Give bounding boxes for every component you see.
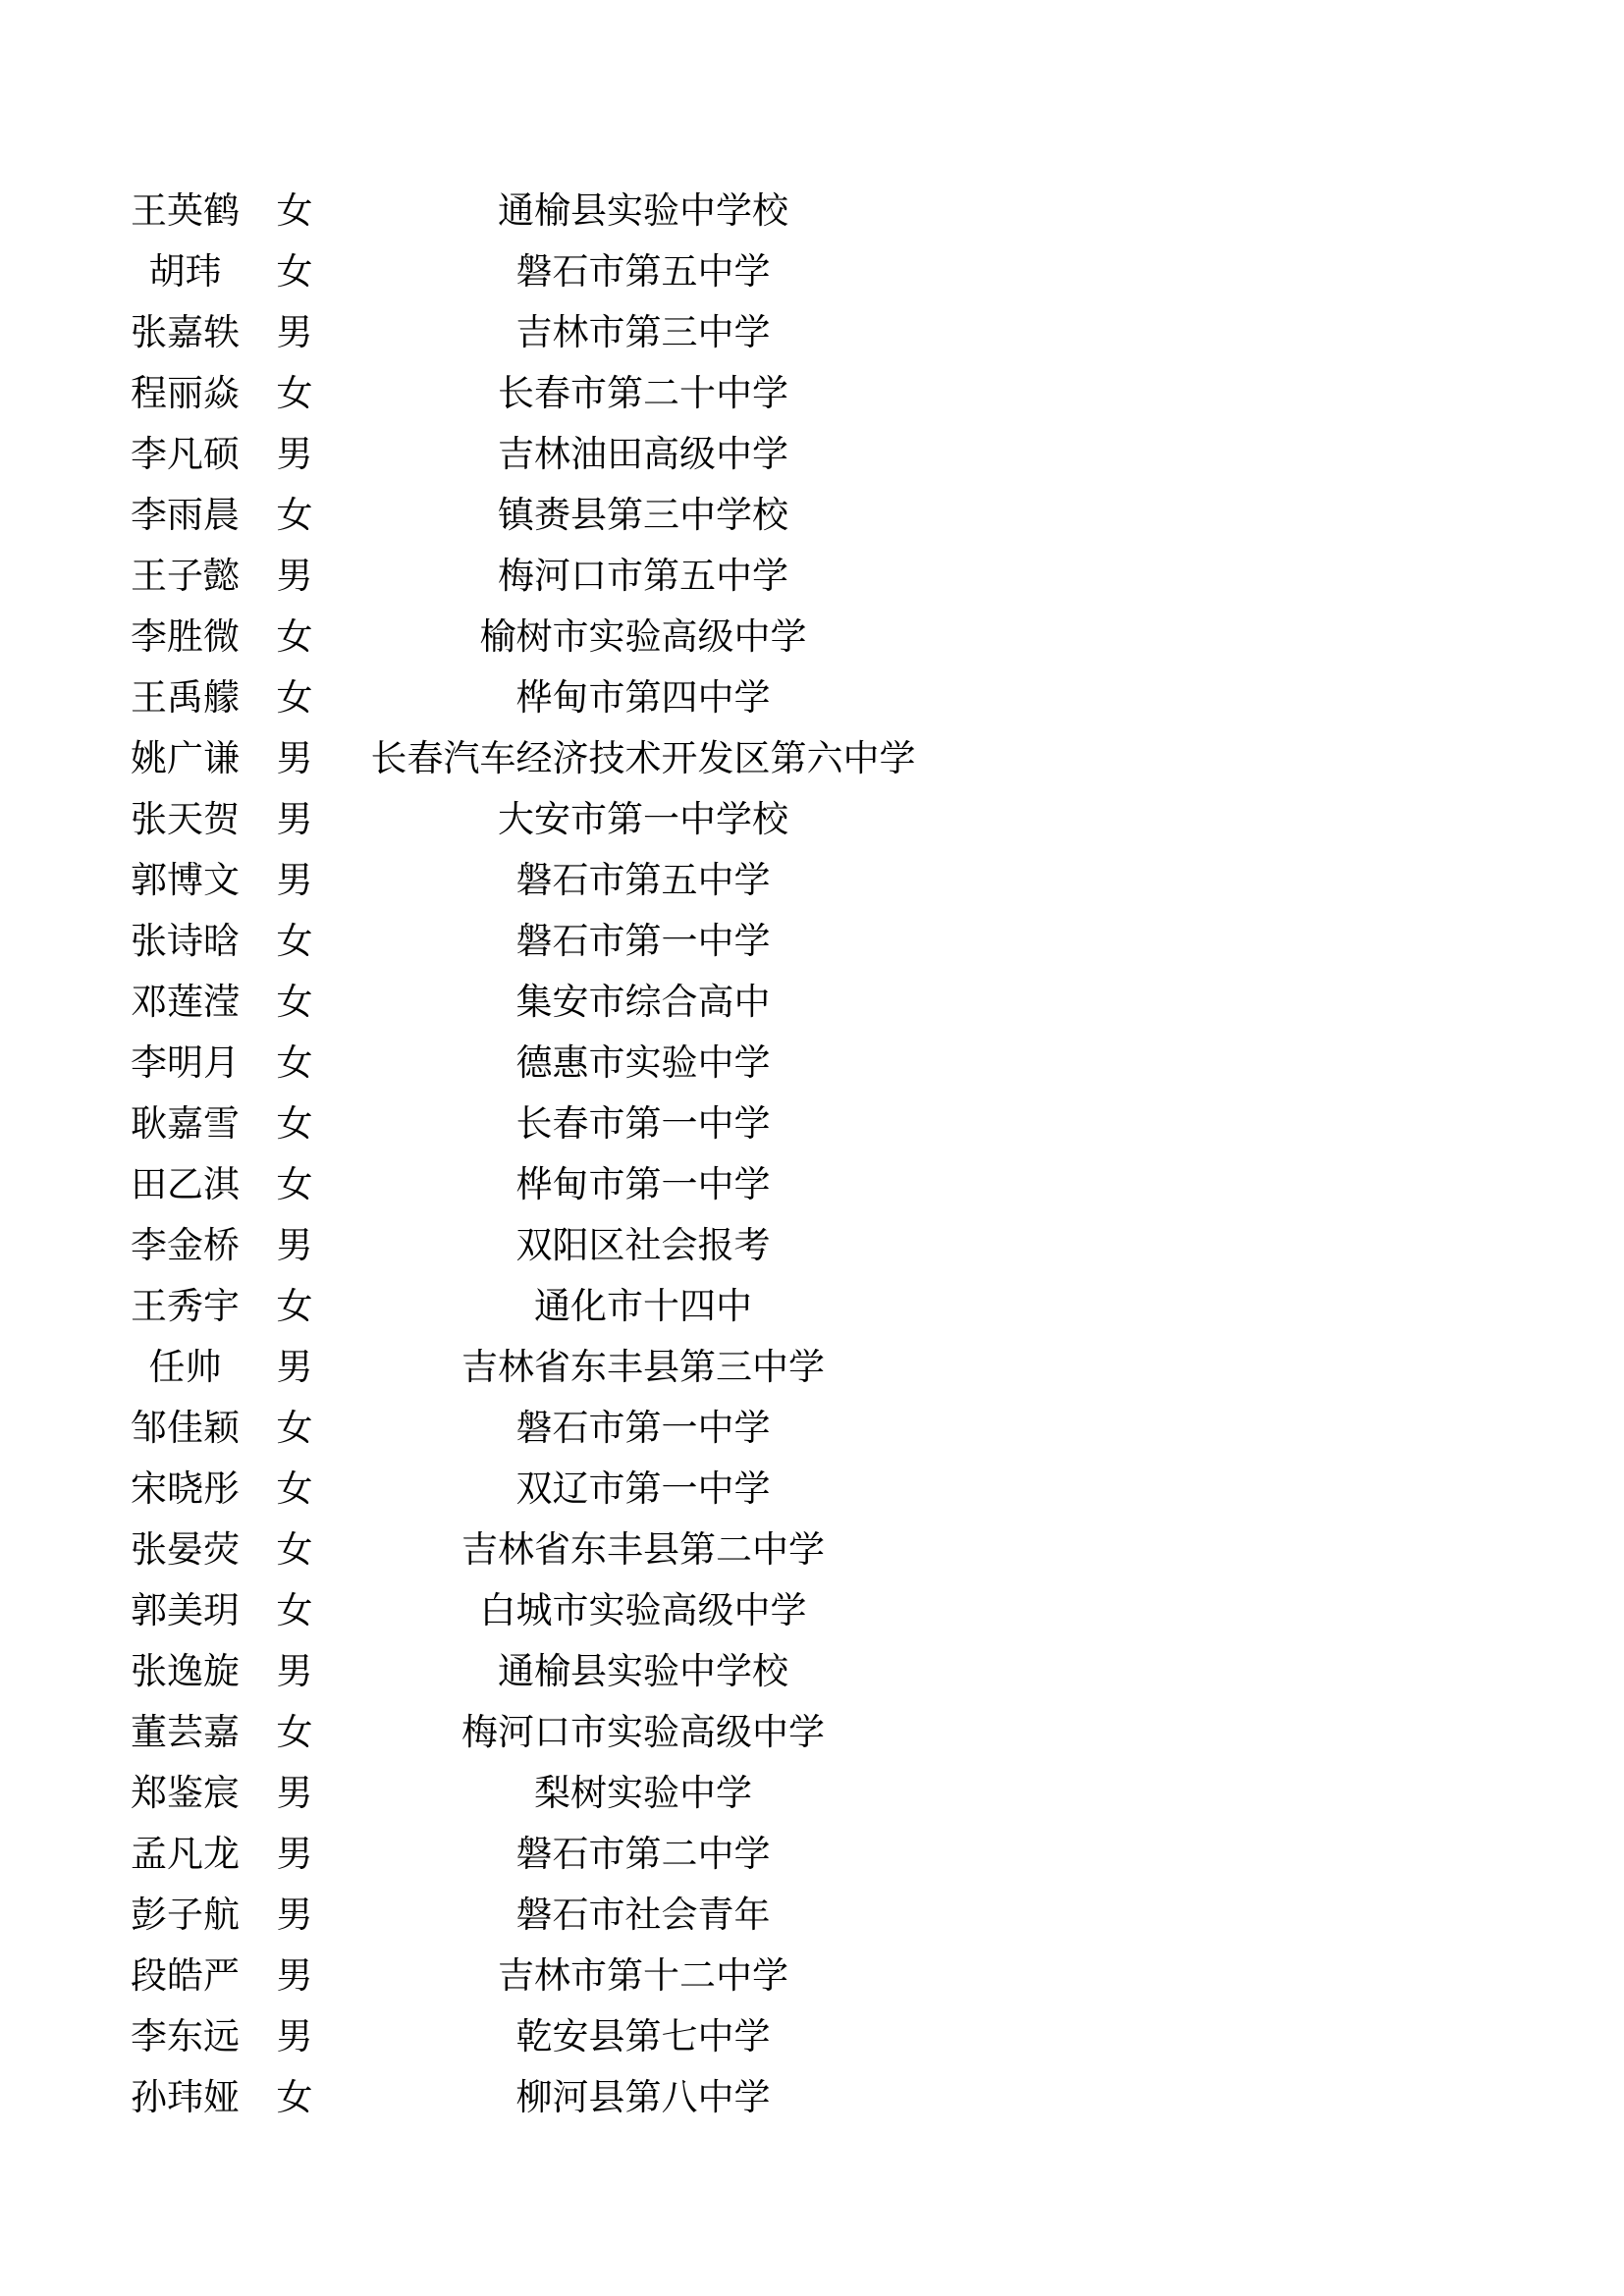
student-school-cell: 榆树市实验高级中学 — [479, 617, 807, 658]
student-name-cell: 张晏荧 — [131, 1530, 240, 1571]
student-name-cell: 姚广谦 — [131, 739, 240, 779]
student-school-cell: 双阳区社会报考 — [515, 1226, 771, 1266]
student-name-cell: 郑鉴宸 — [131, 1774, 240, 1814]
table-row — [0, 668, 1624, 729]
student-gender-cell: 男 — [276, 1774, 313, 1814]
student-name-cell: 郭美玥 — [131, 1591, 240, 1631]
table-row — [0, 1947, 1624, 2007]
student-gender-cell: 男 — [276, 1835, 313, 1875]
student-school-cell: 磐石市第一中学 — [515, 1409, 771, 1449]
table-row — [0, 729, 1624, 790]
student-school-cell: 吉林市第三中学 — [515, 313, 771, 353]
student-gender-cell: 女 — [276, 1713, 313, 1753]
student-gender-cell: 女 — [276, 252, 313, 293]
student-gender-cell: 女 — [276, 983, 313, 1023]
student-gender-cell: 男 — [276, 1348, 313, 1388]
student-name-cell: 张逸旋 — [131, 1652, 240, 1692]
student-school-cell: 吉林油田高级中学 — [498, 435, 788, 475]
student-name-cell: 邹佳颖 — [131, 1409, 240, 1449]
student-gender-cell: 男 — [276, 1956, 313, 1997]
table-row — [0, 1581, 1624, 1642]
student-name-cell: 程丽焱 — [131, 374, 240, 414]
student-gender-cell: 男 — [276, 2017, 313, 2057]
table-row — [0, 364, 1624, 425]
table-row — [0, 182, 1624, 242]
table-row — [0, 303, 1624, 364]
table-row — [0, 1155, 1624, 1216]
table-row — [0, 242, 1624, 303]
student-name-cell: 段皓严 — [131, 1956, 240, 1997]
student-name-cell: 孙玮娅 — [131, 2078, 240, 2118]
student-school-cell: 长春汽车经济技术开发区第六中学 — [370, 739, 916, 779]
student-name-cell: 耿嘉雪 — [131, 1104, 240, 1145]
table-row — [0, 1277, 1624, 1338]
student-name-cell: 田乙淇 — [131, 1165, 240, 1205]
table-row — [0, 790, 1624, 851]
student-school-cell: 柳河县第八中学 — [515, 2078, 771, 2118]
student-school-cell: 梅河口市实验高级中学 — [461, 1713, 825, 1753]
student-name-cell: 郭博文 — [131, 861, 240, 901]
table-row — [0, 1825, 1624, 1886]
student-school-cell: 磐石市第一中学 — [515, 922, 771, 962]
student-name-cell: 王子懿 — [131, 557, 240, 597]
student-name-cell: 董芸嘉 — [131, 1713, 240, 1753]
student-gender-cell: 男 — [276, 313, 313, 353]
student-school-cell: 长春市第二十中学 — [498, 374, 788, 414]
student-name-cell: 李胜微 — [131, 617, 240, 658]
table-row — [0, 1886, 1624, 1947]
table-row — [0, 1703, 1624, 1764]
table-row — [0, 486, 1624, 547]
student-gender-cell: 女 — [276, 678, 313, 719]
student-gender-cell: 女 — [276, 1591, 313, 1631]
table-row — [0, 2068, 1624, 2129]
student-name-cell: 王秀宇 — [131, 1287, 240, 1327]
student-gender-cell: 女 — [276, 496, 313, 536]
student-school-cell: 长春市第一中学 — [515, 1104, 771, 1145]
table-row — [0, 547, 1624, 608]
student-gender-cell: 男 — [276, 861, 313, 901]
student-school-cell: 吉林省东丰县第二中学 — [461, 1530, 825, 1571]
table-row — [0, 1034, 1624, 1095]
student-name-cell: 李凡硕 — [131, 435, 240, 475]
table-row — [0, 1521, 1624, 1581]
student-name-cell: 李金桥 — [131, 1226, 240, 1266]
table-row — [0, 2007, 1624, 2068]
table-row — [0, 608, 1624, 668]
student-gender-cell: 女 — [276, 1469, 313, 1510]
student-school-cell: 乾安县第七中学 — [515, 2017, 771, 2057]
student-name-cell: 任帅 — [148, 1348, 222, 1388]
student-gender-cell: 女 — [276, 1287, 313, 1327]
student-gender-cell: 女 — [276, 374, 313, 414]
table-row — [0, 425, 1624, 486]
student-gender-cell: 女 — [276, 1043, 313, 1084]
student-gender-cell: 男 — [276, 557, 313, 597]
student-name-cell: 王禹艨 — [131, 678, 240, 719]
student-school-cell: 桦甸市第一中学 — [515, 1165, 771, 1205]
student-name-cell: 彭子航 — [131, 1896, 240, 1936]
student-gender-cell: 男 — [276, 1226, 313, 1266]
student-school-cell: 德惠市实验中学 — [515, 1043, 771, 1084]
student-gender-cell: 男 — [276, 1652, 313, 1692]
student-school-cell: 白城市实验高级中学 — [479, 1591, 807, 1631]
table-row — [0, 1642, 1624, 1703]
student-name-cell: 张诗晗 — [131, 922, 240, 962]
student-name-cell: 宋晓彤 — [131, 1469, 240, 1510]
student-name-cell: 孟凡龙 — [131, 1835, 240, 1875]
student-gender-cell: 男 — [276, 739, 313, 779]
student-gender-cell: 女 — [276, 617, 313, 658]
table-row — [0, 1216, 1624, 1277]
student-name-cell: 李东远 — [131, 2017, 240, 2057]
student-gender-cell: 女 — [276, 2078, 313, 2118]
student-school-cell: 磐石市第二中学 — [515, 1835, 771, 1875]
student-name-cell: 张嘉轶 — [131, 313, 240, 353]
table-row — [0, 1338, 1624, 1399]
student-gender-cell: 女 — [276, 1104, 313, 1145]
table-row — [0, 1460, 1624, 1521]
student-gender-cell: 女 — [276, 1530, 313, 1571]
student-school-cell: 通榆县实验中学校 — [498, 191, 788, 232]
student-gender-cell: 女 — [276, 191, 313, 232]
student-school-cell: 磐石市第五中学 — [515, 861, 771, 901]
student-name-cell: 邓莲滢 — [131, 983, 240, 1023]
table-row — [0, 912, 1624, 973]
student-school-cell: 通化市十四中 — [534, 1287, 752, 1327]
student-name-cell: 胡玮 — [148, 252, 222, 293]
student-gender-cell: 女 — [276, 922, 313, 962]
table-row — [0, 973, 1624, 1034]
student-name-cell: 张天贺 — [131, 800, 240, 840]
student-school-cell: 吉林市第十二中学 — [498, 1956, 788, 1997]
student-gender-cell: 男 — [276, 800, 313, 840]
table-row — [0, 1095, 1624, 1155]
student-name-cell: 李明月 — [131, 1043, 240, 1084]
table-row — [0, 1764, 1624, 1825]
student-school-cell: 双辽市第一中学 — [515, 1469, 771, 1510]
student-gender-cell: 男 — [276, 1896, 313, 1936]
student-school-cell: 桦甸市第四中学 — [515, 678, 771, 719]
student-school-cell: 磐石市社会青年 — [515, 1896, 771, 1936]
student-gender-cell: 女 — [276, 1165, 313, 1205]
student-school-cell: 集安市综合高中 — [515, 983, 771, 1023]
student-school-cell: 通榆县实验中学校 — [498, 1652, 788, 1692]
student-school-cell: 吉林省东丰县第三中学 — [461, 1348, 825, 1388]
student-school-cell: 镇赉县第三中学校 — [498, 496, 788, 536]
student-gender-cell: 女 — [276, 1409, 313, 1449]
student-name-cell: 李雨晨 — [131, 496, 240, 536]
student-name-cell: 王英鹤 — [131, 191, 240, 232]
table-row — [0, 1399, 1624, 1460]
table-row — [0, 851, 1624, 912]
student-gender-cell: 男 — [276, 435, 313, 475]
student-school-cell: 梨树实验中学 — [534, 1774, 752, 1814]
student-school-cell: 梅河口市第五中学 — [498, 557, 788, 597]
student-school-cell: 磐石市第五中学 — [515, 252, 771, 293]
student-school-cell: 大安市第一中学校 — [498, 800, 788, 840]
